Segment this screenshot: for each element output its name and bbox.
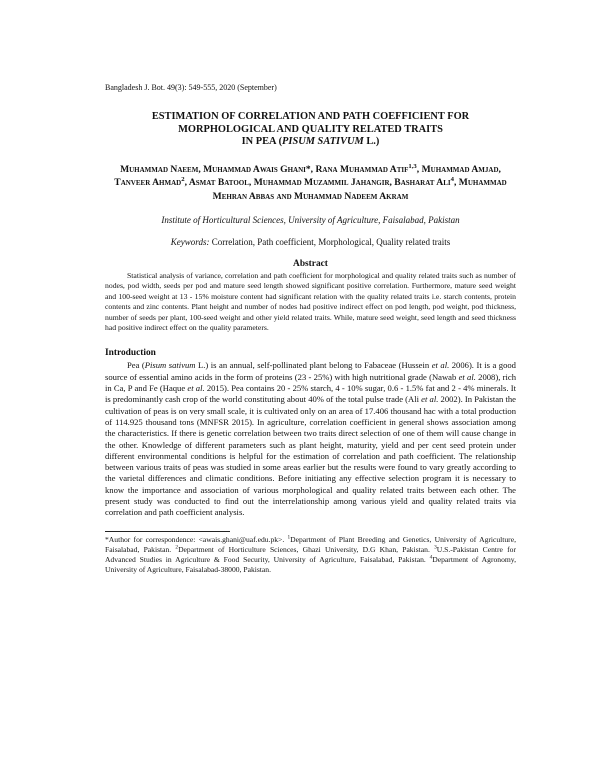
authors-part-3: , Asmat Batool, Muhammad Muzammil Jahangir, Basharat Ali: [184, 177, 451, 189]
intro-seg-3: 2006). It is a good source of essential amino acids in the form of proteins (23 - 25%) with high nutritional grade (Nawab: [105, 360, 516, 382]
authors-part-2: , Muhammad Amjad, Tanveer Ahmad: [114, 163, 501, 189]
title-line-1: ESTIMATION OF CORRELATION AND PATH COEFFICIENT FOR: [151, 111, 470, 122]
authors-part-4: , Muhammad Mehran Abbas and Muhammad Nadeem Akram: [212, 177, 507, 202]
authors-sup-1: 1,3: [408, 162, 417, 170]
title-line-3-species: PISUM SATIVUM: [282, 136, 364, 148]
intro-seg-2: L.) is an annual, self-pollinated plant belong to Fabaceae (Hussein: [195, 360, 432, 371]
intro-seg-5: 2015). Pea contains 20 - 25% starch, 4 - 10% sugar, 0.6 - 1.5% fat and 2 - 4% minerals. It is predominantly cash crop of the world constituting about 40% of the total pulse trade (Ali: [105, 383, 516, 405]
footnote-sup-2: 2: [175, 544, 179, 551]
footnote-sup-1: 1: [287, 534, 291, 541]
title-line-3-suffix: L.): [363, 136, 380, 148]
authors-sup-4: 4: [450, 176, 454, 183]
author-list: [105, 163, 516, 203]
keywords: [105, 237, 516, 247]
journal-reference: Bangladesh J. Bot. 49(3): 549-555, 2020 (September): [105, 83, 277, 92]
keywords-text: Correlation, Path coefficient, Morphological, Quality related traits: [209, 237, 451, 247]
abstract-text: Statistical analysis of variance, correlation and path coefficient for morphological and quality related traits such as number of nodes, pod width, seeds per pod and mature seed length showed significant positive correlation. Furthermore, mature seed weight and 100-seed weight at 13 - 15% moisture content had significant relation with the quality related traits i.e. starch contents, protein contents and zinc contents. Plant height and number of nodes had positive indirect effect on pod length, pod weight, pod thickness, number of seeds per plant, 100-seed weight and other yield related traits. While, mature seed weight, seed length and seed thickness had positive indirect effect on the quality parameters.: [105, 271, 516, 333]
intro-seg-4: 2008), rich in Ca, P and Fe (Haque: [105, 371, 516, 394]
abstract-heading: Abstract: [293, 259, 328, 269]
introduction-heading: Introduction: [105, 348, 156, 359]
intro-etal-2: et al.: [458, 371, 476, 382]
intro-species-name: Pisum sativum: [144, 360, 196, 371]
intro-etal-4: et al.: [421, 394, 439, 405]
footnote-affil-4: Department of Agronomy, University of Agriculture, Faisalabad-38000, Pakistan.: [105, 555, 516, 575]
intro-etal-1: et al.: [431, 360, 450, 371]
intro-seg-1: Pea (: [127, 360, 145, 371]
affiliation: Institute of Horticultural Sciences, University of Agriculture, Faisalabad, Pakistan: [161, 215, 460, 225]
title-line-3-prefix: IN PEA (: [241, 136, 283, 148]
title-line-2: MORPHOLOGICAL AND QUALITY RELATED TRAITS: [178, 123, 443, 135]
footnote-affil-3: U.S.-Pakistan Centre for Advanced Studies in Agriculture & Food Security, University of Agriculture, Faisalabad, Pakistan.: [105, 544, 516, 564]
intro-seg-6: 2002). In Pakistan the cultivation of peas is on very small scale, it is cultivated only on an area of 17.406 thousand hac with a total production of 114.925 thousand tons (MNFSR 2015). In agriculture, correlation coefficient in general shows association among the characteristics. If there is genetic correlation between two traits direct selection of one of them will cause change in the other. Knowledge of different parameters such as plant height, maturity, yield and per cent seed protein under different environmental conditions is helpful for the estimation of correlation and path coefficient. The relationship between various traits of peas was studied in some areas earlier but the results were found to vary greatly according to the varietal differences and climatic conditions. Before initiating any effective selection program it is necessary to know the importance and association of various morphological and quality related traits between each other. The present study was conducted to find out the interrelationship among various yield and quality related traits via correlation and path coefficient analysis.: [105, 394, 516, 518]
footnote-sup-3: 3: [434, 544, 437, 551]
footnote: [105, 535, 516, 576]
footnote-sup-4: 4: [429, 554, 433, 561]
footnote-divider: [105, 531, 230, 532]
footnote-affil-1: Department of Plant Breeding and Genetics, University of Agriculture, Faisalabad, Pakistan.: [105, 534, 516, 554]
keywords-label: Keywords:: [170, 237, 210, 247]
intro-etal-3: et al.: [187, 383, 205, 394]
footnote-affil-2: Department of Horticulture Sciences, Ghazi University, D.G Khan, Pakistan.: [178, 544, 435, 554]
footnote-correspondence: *Author for correspondence: <awais.ghani@uaf.edu.pk>.: [105, 534, 288, 544]
authors-part-1: Muhammad Naeem, Muhammad Awais Ghani*, Rana Muhammad Atif: [120, 163, 409, 175]
introduction-text: [105, 360, 516, 518]
authors-sup-2: 2: [181, 176, 185, 183]
paper-title: [105, 111, 516, 149]
